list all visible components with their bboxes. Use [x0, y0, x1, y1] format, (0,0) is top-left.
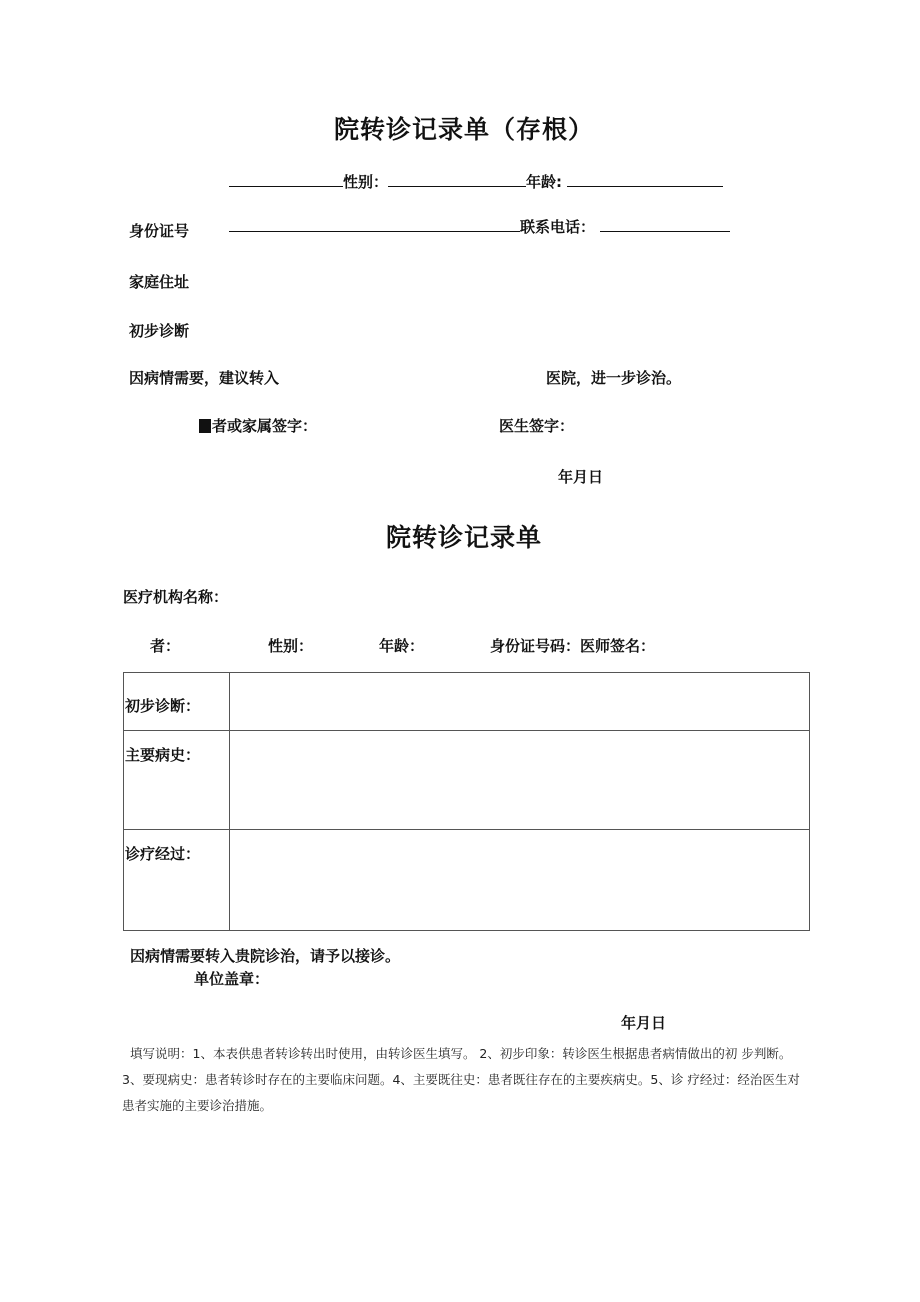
record-title: 院转诊记录单 [386, 523, 543, 552]
gender-label: 性别： [343, 173, 389, 191]
stub-date-label: 年月日 [558, 468, 604, 486]
stub-name-gender-age-line [229, 171, 723, 192]
record-date-label: 年月日 [621, 1014, 667, 1032]
patient-sign-label: 者或家属签字： [212, 417, 318, 435]
redaction-mark [199, 419, 211, 433]
stub-id-label: 身份证号 [129, 222, 190, 240]
stub-id-phone-line [229, 216, 730, 237]
seal-label: 单位盖章： [194, 970, 270, 988]
stub-diagnosis-label: 初步诊断 [129, 322, 190, 340]
phone-field[interactable] [600, 217, 730, 232]
stub-title: 院转诊记录单（存根） [334, 115, 595, 144]
table-row [124, 673, 810, 731]
table-row-label: 主要病史： [124, 731, 230, 830]
table-row-label: 初步诊断： [124, 673, 230, 731]
phone-label: 联系电话： [520, 218, 596, 236]
record-age-label: 年龄： [379, 637, 425, 655]
id-number-field[interactable] [229, 217, 520, 232]
stub-patient-sign [199, 415, 317, 436]
record-table [123, 672, 810, 931]
instructions-note: 填写说明：1、本表供患者转诊转出时使用，由转诊医生填写。 2、初步印象：转诊医生根据患者病情做出的初 步判断。3、要现病史：患者转诊时存在的主要临床问题。4、主要既往史：患者既往存在的主要疾病史。5、诊 疗经过：经治医生对患者实施的主要诊治措施。 [122, 1046, 800, 1113]
record-patient-label: 者： [150, 637, 181, 655]
table-row [124, 830, 810, 931]
record-gender-label: 性别： [268, 637, 314, 655]
stub-transfer-prefix: 因病情需要，建议转入 [129, 369, 280, 387]
record-doctor-sign-label: 医师签名： [580, 637, 656, 655]
institution-label: 医疗机构名称： [123, 588, 229, 606]
table-row [124, 731, 810, 830]
age-field[interactable] [567, 172, 723, 187]
table-row-label: 诊疗经过： [124, 830, 230, 931]
stub-doctor-sign-label: 医生签字： [499, 417, 575, 435]
stub-address-label: 家庭住址 [129, 273, 190, 291]
diagnosis-cell[interactable] [230, 673, 810, 731]
record-id-label: 身份证号码： [490, 637, 581, 655]
record-id-doctor-line [490, 635, 655, 656]
gender-field[interactable] [388, 172, 526, 187]
history-cell[interactable] [230, 731, 810, 830]
name-field[interactable] [229, 172, 343, 187]
treatment-cell[interactable] [230, 830, 810, 931]
age-label: 年龄: [526, 173, 563, 191]
request-text: 因病情需要转入贵院诊治，请予以接诊。 [130, 947, 401, 965]
stub-transfer-suffix: 医院，进一步诊治。 [546, 369, 682, 387]
